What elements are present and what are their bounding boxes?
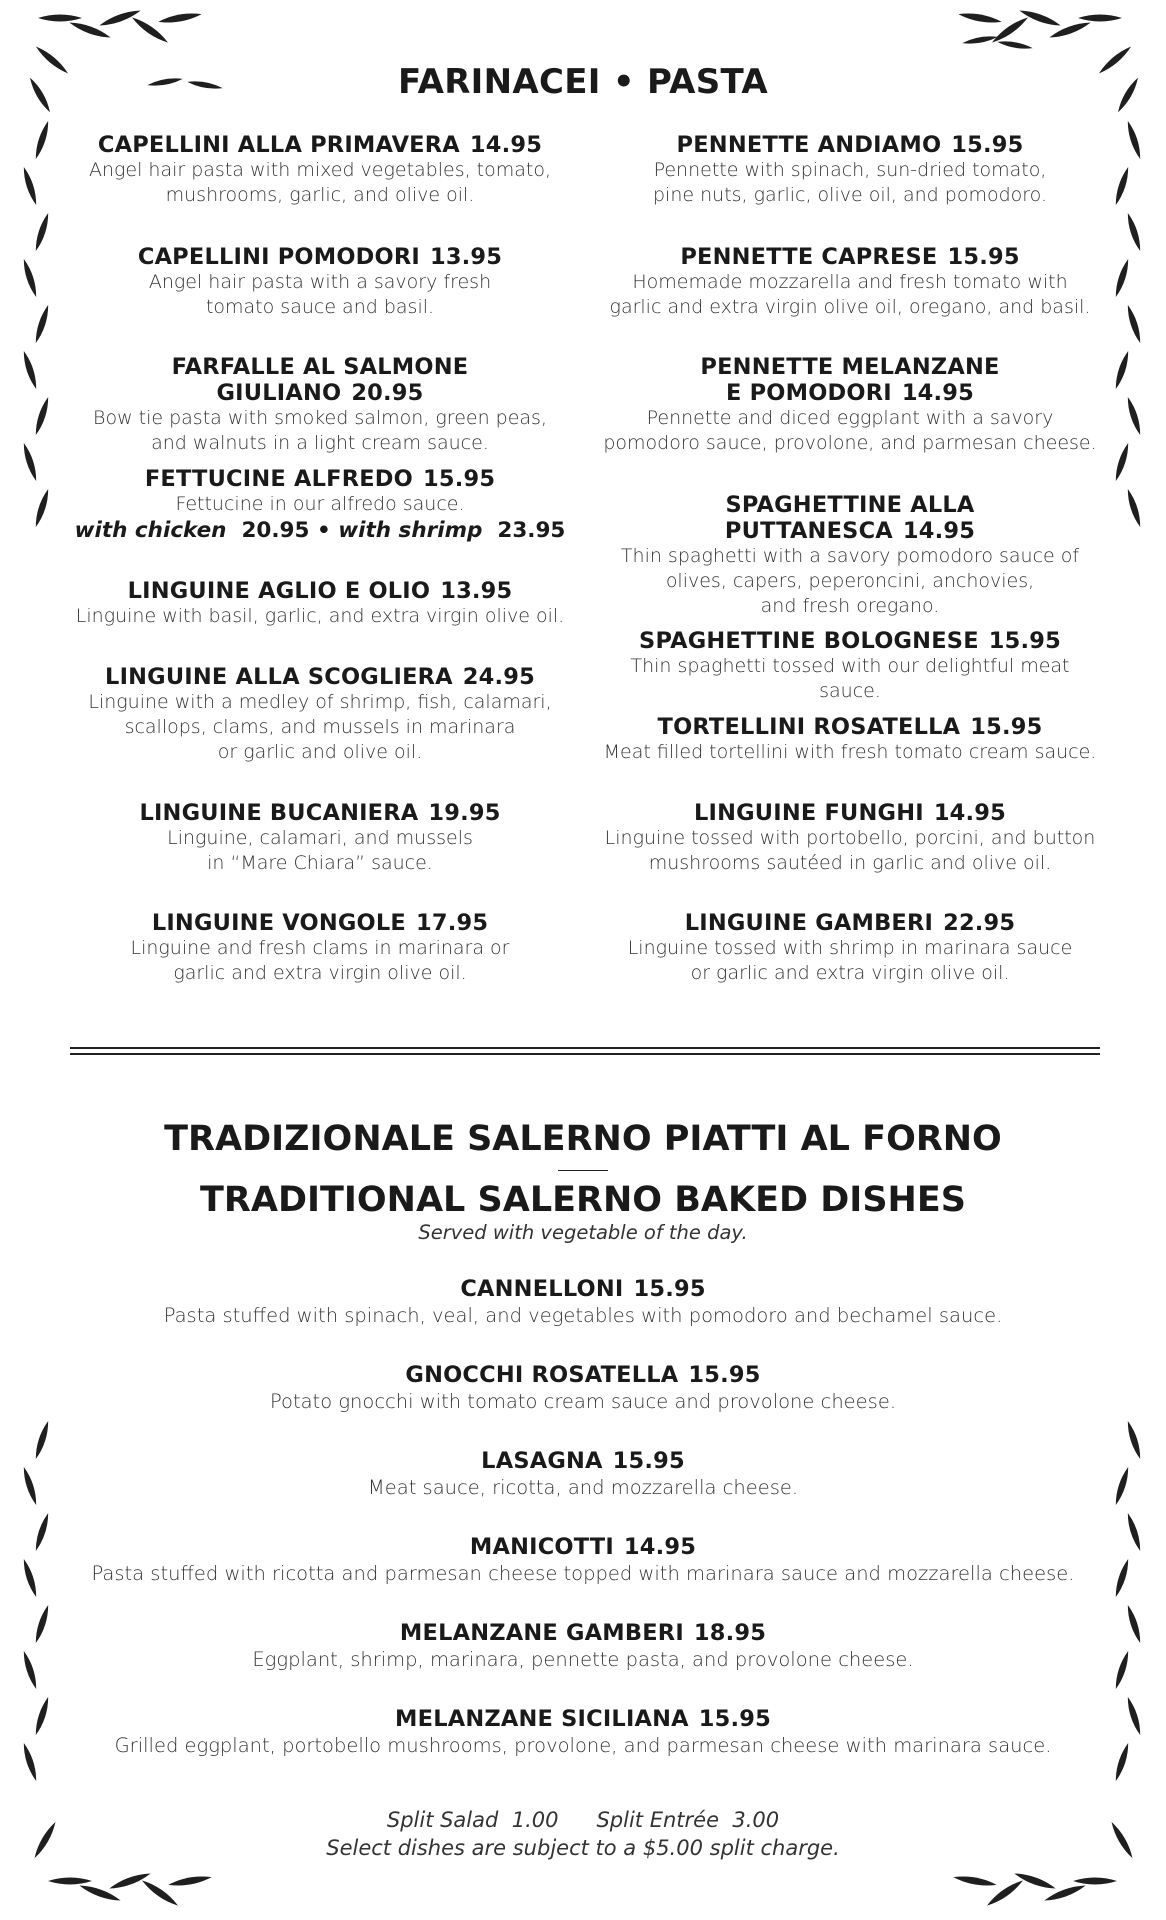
item-name: GNOCCHI ROSATELLA (405, 1362, 679, 1388)
menu-item (0, 1362, 1166, 1414)
item-description: Pasta stuffed with ricotta and parmesan cheese topped with marinara sauce and mozzarella cheese. (91, 1562, 1075, 1585)
split-salad-price: 1.00 (511, 1808, 559, 1832)
menu-item (70, 132, 570, 208)
item-description: in “Mare Chiara” sauce. (207, 852, 433, 874)
leaf-icon (1018, 7, 1062, 29)
item-price: 15.95 (698, 1706, 771, 1732)
item-description: Thin spaghetti tossed with our delightful meat sauce. (630, 655, 1070, 702)
leaf-icon (33, 488, 52, 528)
item-description: and walnuts in a light cream sauce. (151, 432, 489, 454)
item-price: 15.95 (947, 244, 1020, 270)
item-name: PENNETTE CAPRESE (680, 244, 938, 270)
leaf-icon (1073, 1878, 1117, 1885)
leaf-icon (1113, 442, 1132, 482)
item-price: 15.95 (633, 1276, 706, 1302)
pasta-section-title: FARINACEI • PASTA (397, 62, 769, 102)
item-price: 24.95 (462, 664, 535, 690)
menu-item (600, 354, 1100, 456)
item-price: 17.95 (416, 910, 489, 936)
item-price: 13.95 (440, 578, 513, 604)
item-price: 22.95 (943, 910, 1016, 936)
item-name: FETTUCINE ALFREDO (144, 466, 413, 492)
menu-item (0, 1276, 1166, 1328)
item-price: 14.95 (933, 800, 1006, 826)
item-price: 15.95 (423, 466, 496, 492)
menu-item (600, 492, 1100, 619)
item-price: 14.95 (901, 380, 974, 406)
baked-title-english: TRADITIONAL SALERNO BAKED DISHES (200, 1180, 966, 1220)
item-name: PENNETTE ANDIAMO (676, 132, 942, 158)
item-name: LINGUINE AGLIO E OLIO (127, 578, 431, 604)
item-price: 18.95 (693, 1620, 767, 1646)
leaf-icon (997, 39, 1033, 51)
item-name: CAPELLINI ALLA PRIMAVERA (97, 132, 460, 158)
leaf-icon (1078, 15, 1122, 22)
item-name: LINGUINE FUNGHI (694, 800, 924, 826)
extra-separator: • (316, 518, 331, 543)
item-description: Linguine tossed with shrimp in marinara sauce (627, 937, 1073, 959)
leaf-icon (33, 304, 52, 344)
item-price: 15.95 (988, 628, 1061, 654)
menu-item (600, 244, 1100, 320)
leaf-icon (953, 1874, 998, 1889)
item-name: SPAGHETTINE BOLOGNESE (639, 628, 979, 654)
item-description: and fresh oregano. (760, 595, 940, 617)
item-description: Linguine, calamari, and mussels (167, 827, 473, 849)
menu-item (70, 800, 570, 876)
item-description: Pasta stuffed with spinach, veal, and vegetables with pomodoro and bechamel sauce. (163, 1304, 1003, 1327)
menu-item (600, 132, 1100, 208)
item-price: 15.95 (688, 1362, 761, 1388)
leaf-icon (48, 1878, 92, 1885)
leaf-icon (33, 396, 52, 436)
item-name-continued: E POMODORI (725, 380, 892, 406)
item-description: Eggplant, shrimp, marinara, pennette pasta, and provolone cheese. (252, 1648, 914, 1671)
item-description: Linguine and fresh clams in marinara or (130, 937, 510, 959)
menu-item (70, 244, 570, 320)
item-description: Angel hair pasta with a savory fresh (148, 271, 492, 293)
leaf-icon (21, 166, 40, 206)
extra-chicken-price: 20.95 (241, 518, 310, 543)
leaf-icon (33, 212, 52, 252)
item-description: Potato gnocchi with tomato cream sauce and provolone cheese. (269, 1390, 897, 1413)
menu-item (70, 466, 570, 544)
split-entree-price: 3.00 (732, 1808, 780, 1832)
item-description: scallops, clams, and mussels in marinara (124, 716, 516, 738)
section-divider (70, 1053, 1100, 1055)
item-price: 15.95 (612, 1448, 685, 1474)
item-description: pine nuts, garlic, olive oil, and pomodoro. (653, 184, 1047, 206)
item-price: 15.95 (951, 132, 1024, 158)
split-prices (0, 1806, 1166, 1834)
leaf-icon (21, 442, 40, 482)
leaf-icon (98, 7, 142, 29)
item-description: or garlic and olive oil. (217, 741, 423, 763)
item-description: pomodoro sauce, provolone, and parmesan cheese. (603, 432, 1097, 454)
menu-item (70, 354, 570, 456)
item-description: Meat filled tortellini with fresh tomato cream sauce. (603, 741, 1097, 763)
item-price: 14.95 (902, 518, 976, 544)
item-description: Pennette with spinach, sun-dried tomato, (653, 159, 1047, 181)
split-salad-label: Split Salad (386, 1808, 499, 1832)
item-price: 19.95 (428, 800, 501, 826)
item-name: FARFALLE AL SALMONE GIULIANO (171, 354, 469, 406)
baked-section-header (0, 1118, 1166, 1245)
item-description: garlic and extra virgin olive oil, oregano, and basil. (609, 296, 1091, 318)
item-extras (70, 517, 570, 544)
item-name: LINGUINE VONGOLE (151, 910, 406, 936)
item-name: MANICOTTI (469, 1534, 614, 1560)
item-description: tomato sauce and basil. (205, 296, 435, 318)
item-description: Bow tie pasta with smoked salmon, green peas, (93, 407, 547, 429)
leaf-icon (33, 120, 52, 160)
menu-item (70, 578, 570, 629)
leaf-icon (1125, 304, 1144, 344)
extra-shrimp-label: with shrimp (338, 518, 483, 543)
menu-item (70, 664, 570, 765)
item-name: MELANZANE SICILIANA (395, 1706, 689, 1732)
item-name: MELANZANE GAMBERI (399, 1620, 684, 1646)
item-description: or garlic and extra virgin olive oil. (690, 962, 1010, 984)
leaf-icon (108, 1870, 152, 1892)
item-description: olives, capers, peperoncini, anchovies, (665, 570, 1035, 592)
menu-item (600, 628, 1100, 704)
menu-item (0, 1448, 1166, 1500)
item-description: Homemade mozzarella and fresh tomato with (632, 271, 1068, 293)
leaf-icon (1125, 120, 1144, 160)
baked-title-italian: TRADIZIONALE SALERNO PIATTI AL FORNO (164, 1119, 1002, 1159)
item-price: 14.95 (469, 132, 543, 158)
leaf-icon (958, 11, 1003, 26)
leaf-icon (21, 258, 40, 298)
item-name: CAPELLINI POMODORI (137, 244, 420, 270)
leaf-icon (1125, 488, 1144, 528)
item-description: garlic and extra virgin olive oil. (173, 962, 467, 984)
leaf-icon (1125, 212, 1144, 252)
item-description: Pennette and diced eggplant with a savory (646, 407, 1054, 429)
item-description: Linguine tossed with portobello, porcini, and button (604, 827, 1096, 849)
item-description: mushrooms sautéed in garlic and olive oil. (648, 852, 1052, 874)
title-divider (558, 1170, 608, 1171)
section-divider (70, 1047, 1100, 1049)
leaf-icon (158, 11, 203, 26)
item-price: 14.95 (623, 1534, 697, 1560)
item-name: PENNETTE MELANZANE (700, 354, 1000, 380)
item-name: SPAGHETTINE ALLA PUTTANESCA (724, 492, 975, 544)
menu-item (600, 800, 1100, 876)
extra-chicken-label: with chicken (74, 518, 227, 543)
item-description: Angel hair pasta with mixed vegetables, tomato, (88, 159, 552, 181)
menu-item (600, 910, 1100, 986)
leaf-icon (1113, 258, 1132, 298)
leaf-icon (1125, 396, 1144, 436)
split-charge-footer (0, 1806, 1166, 1862)
extra-shrimp-price: 23.95 (497, 518, 566, 543)
menu-item (0, 1620, 1166, 1672)
menu-item (600, 714, 1100, 765)
split-charge-note: Select dishes are subject to a $5.00 split charge. (326, 1836, 840, 1860)
leaf-icon (1113, 350, 1132, 390)
item-name: LASAGNA (481, 1448, 603, 1474)
menu-item (70, 910, 570, 986)
item-description: Linguine with basil, garlic, and extra virgin olive oil. (75, 605, 565, 627)
item-price: 13.95 (429, 244, 503, 270)
leaf-icon (38, 15, 82, 22)
item-name: CANNELLONI (460, 1276, 624, 1302)
item-name: LINGUINE GAMBERI (684, 910, 934, 936)
item-description: Grilled eggplant, portobello mushrooms, provolone, and parmesan cheese with marinara sauce. (114, 1734, 1052, 1757)
item-description: Linguine with a medley of shrimp, fish, calamari, (88, 691, 552, 713)
item-price: 20.95 (351, 380, 424, 406)
item-price: 15.95 (970, 714, 1043, 740)
baked-subtitle: Served with vegetable of the day. (418, 1221, 748, 1244)
leaf-icon (1013, 1870, 1057, 1892)
leaf-icon (168, 1874, 213, 1889)
leaf-icon (962, 34, 998, 46)
menu-item (0, 1534, 1166, 1586)
item-description: Meat sauce, ricotta, and mozzarella cheese. (367, 1476, 799, 1499)
item-name: TORTELLINI ROSATELLA (657, 714, 961, 740)
leaf-icon (21, 350, 40, 390)
menu-item (0, 1706, 1166, 1758)
item-description: mushrooms, garlic, and olive oil. (165, 184, 475, 206)
leaf-icon (1113, 166, 1132, 206)
item-name: LINGUINE ALLA SCOGLIERA (105, 664, 453, 690)
item-name: LINGUINE BUCANIERA (139, 800, 419, 826)
item-description: Fettucine in our alfredo sauce. (175, 493, 465, 515)
item-description: Thin spaghetti with a savory pomodoro sauce of (620, 545, 1080, 567)
split-entree-label: Split Entrée (596, 1808, 719, 1832)
